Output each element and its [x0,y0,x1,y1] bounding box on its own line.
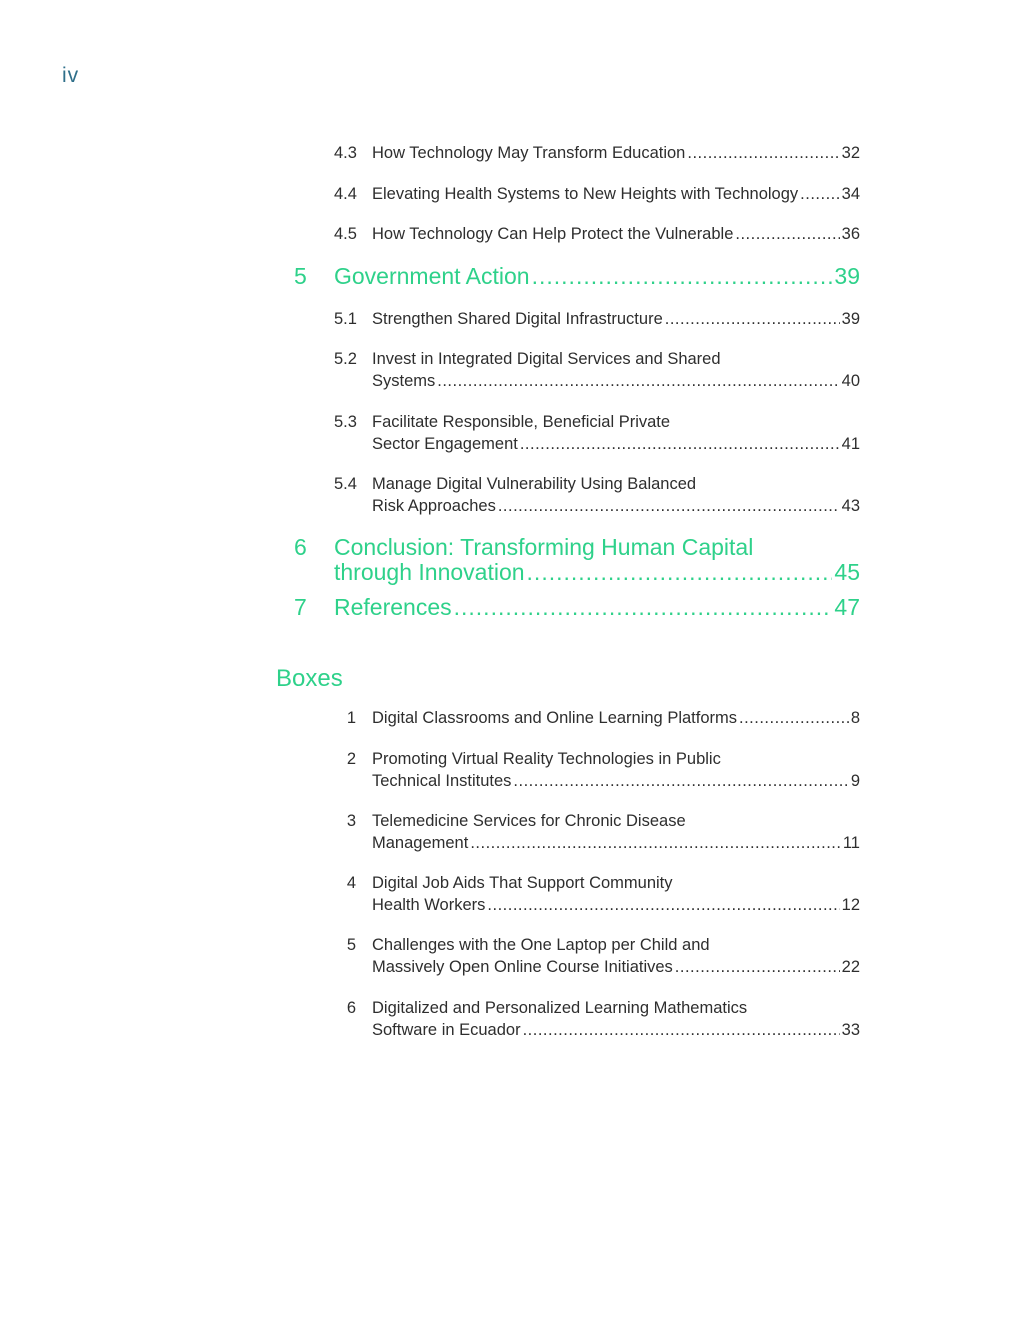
toc-entry-page: 43 [841,497,860,515]
toc-entry-page: 40 [841,372,860,390]
toc-entry-title-line: Facilitate Responsible, Beneficial Private [372,413,671,431]
toc-entry-4-5[interactable] [334,223,860,245]
box-title: Technical Institutes [372,772,512,790]
toc-entry-4-4[interactable] [334,183,860,205]
box-page: 33 [841,1021,860,1039]
toc-entry-title-line: Manage Digital Vulnerability Using Balanced [372,475,697,493]
toc-entry-5-4[interactable] [334,473,860,515]
box-page: 9 [850,772,860,790]
leader-dots [800,183,839,205]
toc-chapter-page: 39 [834,263,860,289]
toc-entry-title: Strengthen Shared Digital Infrastructure [372,310,663,328]
box-page: 11 [842,834,860,852]
toc-chapter-page: 47 [834,594,860,620]
toc-entry-5-1[interactable] [334,308,860,330]
toc-entry-title: Risk Approaches [372,497,496,515]
box-page: 22 [841,958,860,976]
box-number: 5 [346,936,356,954]
boxes-heading: Boxes [276,665,343,692]
toc-chapter-title: Government Action [334,263,530,289]
leader-dots [675,956,840,978]
toc-chapter-6[interactable] [294,534,860,585]
toc-chapter-7[interactable] [294,595,860,620]
box-title: Massively Open Online Course Initiatives [372,958,673,976]
toc-chapter-number: 7 [294,594,307,620]
toc-entry-title: Systems [372,372,436,390]
box-number: 2 [346,750,356,768]
box-title: Digital Classrooms and Online Learning Platforms [372,709,737,727]
toc-chapter-title: through Innovation [334,559,525,585]
leader-dots [687,142,839,164]
toc-entry-title: How Technology May Transform Education [372,144,686,162]
toc-chapter-title: References [334,594,452,620]
leader-dots [527,560,833,585]
toc-chapter-5[interactable] [294,264,860,289]
leader-dots [665,308,840,330]
leader-dots [532,264,833,289]
box-title-line: Telemedicine Services for Chronic Disease [372,812,686,830]
toc-entry-number: 5.3 [334,413,357,431]
box-title-line: Digitalized and Personalized Learning Mathematics [372,999,748,1017]
toc-entry-number: 5.4 [334,475,357,493]
leader-dots [454,595,833,620]
toc-entry-page: 34 [841,185,860,203]
leader-dots [487,894,839,916]
leader-dots [735,223,839,245]
toc-chapter-number: 6 [294,534,307,560]
toc-entry-page: 41 [841,435,860,453]
toc-entry-number: 5.1 [334,310,357,328]
box-number: 1 [346,709,356,727]
box-number: 4 [346,874,356,892]
box-title: Health Workers [372,896,486,914]
toc-chapter-title-line: Conclusion: Transforming Human Capital [334,534,754,560]
toc-entry-number: 4.3 [334,144,357,162]
page-number: iv [62,64,80,87]
toc-chapter-page: 45 [834,559,860,585]
toc-entry-title-line: Invest in Integrated Digital Services and Shared [372,350,721,368]
box-title: Management [372,834,469,852]
toc-entry-title: Sector Engagement [372,435,518,453]
toc-entry-4-3[interactable] [334,142,860,164]
box-page: 8 [850,709,860,727]
toc-entry-title: Elevating Health Systems to New Heights with Technology [372,185,799,203]
toc-entry-number: 5.2 [334,350,357,368]
leader-dots [520,433,840,455]
box-title-line: Challenges with the One Laptop per Child and [372,936,710,954]
leader-dots [470,832,841,854]
toc-entry-page: 36 [841,225,860,243]
toc-chapter-number: 5 [294,263,307,289]
box-title-line: Digital Job Aids That Support Community [372,874,673,892]
toc-entry-5-3[interactable] [334,411,860,453]
box-number: 6 [346,999,356,1017]
box-title-line: Promoting Virtual Reality Technologies in Public [372,750,721,768]
toc-entry-number: 4.5 [334,225,357,243]
toc-entry-5-2[interactable] [334,348,860,390]
box-title: Software in Ecuador [372,1021,521,1039]
toc-entry-title: How Technology Can Help Protect the Vulnerable [372,225,734,243]
leader-dots [498,495,840,517]
leader-dots [739,707,849,729]
box-number: 3 [346,812,356,830]
toc-entry-page: 32 [841,144,860,162]
toc-entry-number: 4.4 [334,185,357,203]
leader-dots [437,370,839,392]
leader-dots [513,770,848,792]
box-page: 12 [841,896,860,914]
toc-entry-page: 39 [841,310,860,328]
leader-dots [523,1019,840,1041]
